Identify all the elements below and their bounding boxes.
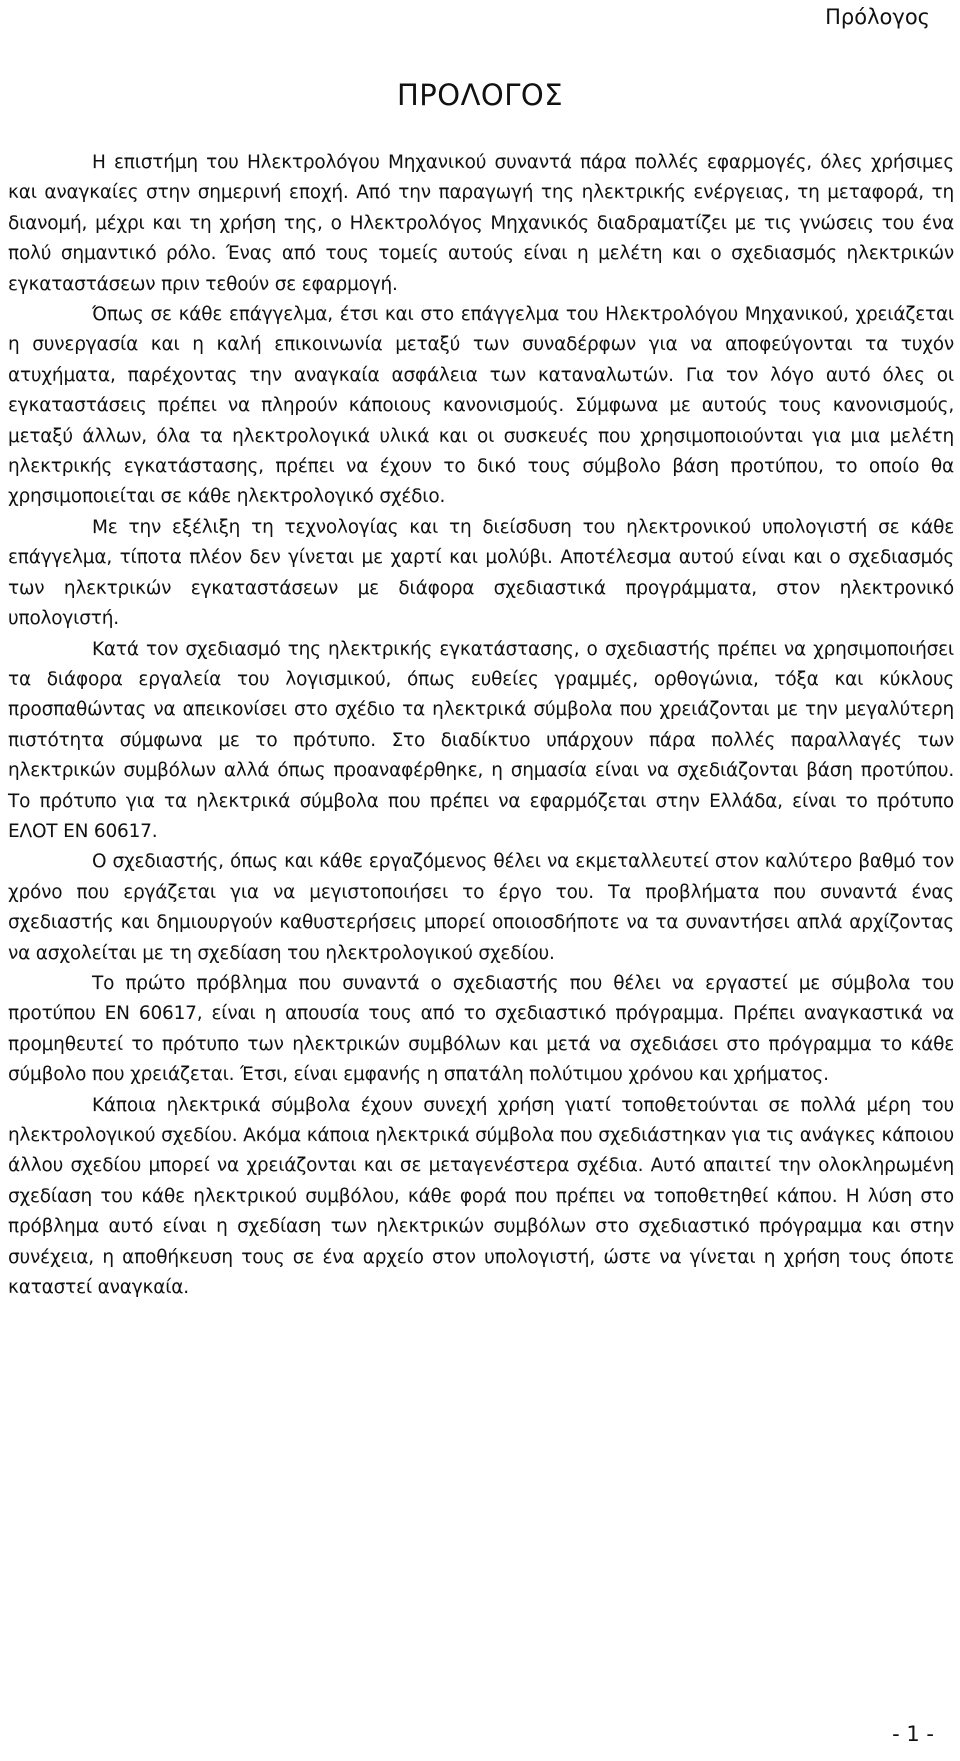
paragraph-6: Το πρώτο πρόβλημα που συναντά ο σχεδιαστής που θέλει να εργαστεί με σύμβολα του προτύπου ΕΝ 60617, είναι η απουσία τους από το σχεδιαστικό πρόγραμμα. Πρέπει αναγκαστικά να προμηθευτεί το πρότυπο των ηλεκτρικών συμβόλων και μετά να σχεδιάσει στο πρόγραμμα το κάθε σύμβολο που χρειάζεται. Έτσι, είναι εμφανής η σπατάλη πολύτιμου χρόνου και χρήματος. (8, 972, 954, 1086)
paragraph-7: Κάποια ηλεκτρικά σύμβολα έχουν συνεχή χρήση γιατί τοποθετούνται σε πολλά μέρη του ηλεκτρολογικού σχεδίου. Ακόμα κάποια ηλεκτρικά σύμβολα που σχεδιάστηκαν για τις ανάγκες κάποιου άλλου σχεδίου μπορεί να χρειάζονται και σε μεταγενέστερα σχέδια. Αυτό απαιτεί την ολοκληρωμένη σχεδίαση του κάθε ηλεκτρικού συμβόλου, κάθε φορά που πρέπει να τοποθετηθεί κάπου. Η λύση στο πρόβλημα αυτό είναι η σχεδίαση των ηλεκτρικών συμβόλων στο σχεδιαστικό πρόγραμμα και στην συνέχεια, η αποθήκευση τους σε ένα αρχείο στον υπολογιστή, ώστε να γίνεται η χρήση τους όποτε καταστεί αναγκαία. (8, 1094, 954, 1299)
paragraph-3: Με την εξέλιξη τη τεχνολογίας και τη διείσδυση του ηλεκτρονικού υπολογιστή σε κάθε επάγγελμα, τίποτα πλέον δεν γίνεται με χαρτί και μολύβι. Αποτέλεσμα αυτού είναι και ο σχεδιασμός των ηλεκτρικών εγκαταστάσεων με διάφορα σχεδιαστικά προγράμματα, στον ηλεκτρονικό υπολογιστή. (8, 516, 954, 630)
paragraph-5: Ο σχεδιαστής, όπως και κάθε εργαζόμενος θέλει να εκμεταλλευτεί στον καλύτερο βαθμό τον χρόνο που εργάζεται για να μεγιστοποιήσει το έργο του. Τα προβλήματα που συναντά ένας σχεδιαστής και δημιουργούν καθυστερήσεις μπορεί οποιοσδήποτε να τα συναντήσει απλά αρχίζοντας να ασχολείται με τη σχεδίαση του ηλεκτρολογικού σχεδίου. (8, 851, 954, 964)
running-header: Πρόλογος (825, 5, 930, 29)
page-title: ΠΡΟΛΟΓΟΣ (396, 78, 564, 112)
page-number: - 1 - (892, 1722, 934, 1746)
paragraph-2: Όπως σε κάθε επάγγελμα, έτσι και στο επάγγελμα του Ηλεκτρολόγου Μηχανικού, χρειάζεται η συνεργασία και η καλή επικοινωνία μεταξύ των συναδέρφων για να αποφεύγονται τα τυχόν ατυχήματα, παρέχοντας την αναγκαία ασφάλεια των καταναλωτών. Για τον λόγο αυτό όλες οι εγκαταστάσεις πρέπει να πληρούν κάποιους κανονισμούς. Σύμφωνα με αυτούς τους κανονισμούς, μεταξύ άλλων, όλα τα ηλεκτρολογικά υλικά και οι συσκευές που χρησιμοποιούνται για μια μελέτη ηλεκτρικής εγκατάστασης, πρέπει να έχουν το δικό τους σύμβολο βάση προτύπου, το οποίο θα χρησιμοποιείται σε κάθε ηλεκτρολογικό σχέδιο. (8, 304, 954, 508)
paragraph-4: Κατά τον σχεδιασμό της ηλεκτρικής εγκατάστασης, ο σχεδιαστής πρέπει να χρησιμοποιήσει τα διάφορα εργαλεία του λογισμικού, όπως ευθείες γραμμές, ορθογώνια, τόξα και κύκλους προσπαθώντας να απεικονίσει στο σχέδιο τα ηλεκτρικά σύμβολα που χρειάζονται με την μεγαλύτερη πιστότητα σύμφωνα με το πρότυπο. Στο διαδίκτυο υπάρχουν πάρα πολλές παραλλαγές των ηλεκτρικών συμβόλων αλλά όπως προαναφέρθηκε, η σημασία είναι να σχεδιάζονται βάση προτύπου. Το πρότυπο για τα ηλεκτρικά σύμβολα που πρέπει να εφαρμόζεται στην Ελλάδα, είναι το πρότυπο ΕΛΟΤ ΕΝ 60617. (8, 638, 954, 842)
document-body (8, 148, 954, 1303)
paragraph-1: Η επιστήμη του Ηλεκτρολόγου Μηχανικού συναντά πάρα πολλές εφαρμογές, όλες χρήσιμες και αναγκαίες στην σημερινή εποχή. Από την παραγωγή της ηλεκτρικής ενέργειας, τη μεταφορά, τη διανομή, μέχρι και τη χρήση της, ο Ηλεκτρολόγος Μηχανικός διαδραματίζει με τις γνώσεις του ένα πολύ σημαντικό ρόλο. Ένας από τους τομείς αυτούς είναι η μελέτη και ο σχεδιασμός ηλεκτρικών εγκαταστάσεων πριν τεθούν σε εφαρμογή. (8, 152, 954, 295)
